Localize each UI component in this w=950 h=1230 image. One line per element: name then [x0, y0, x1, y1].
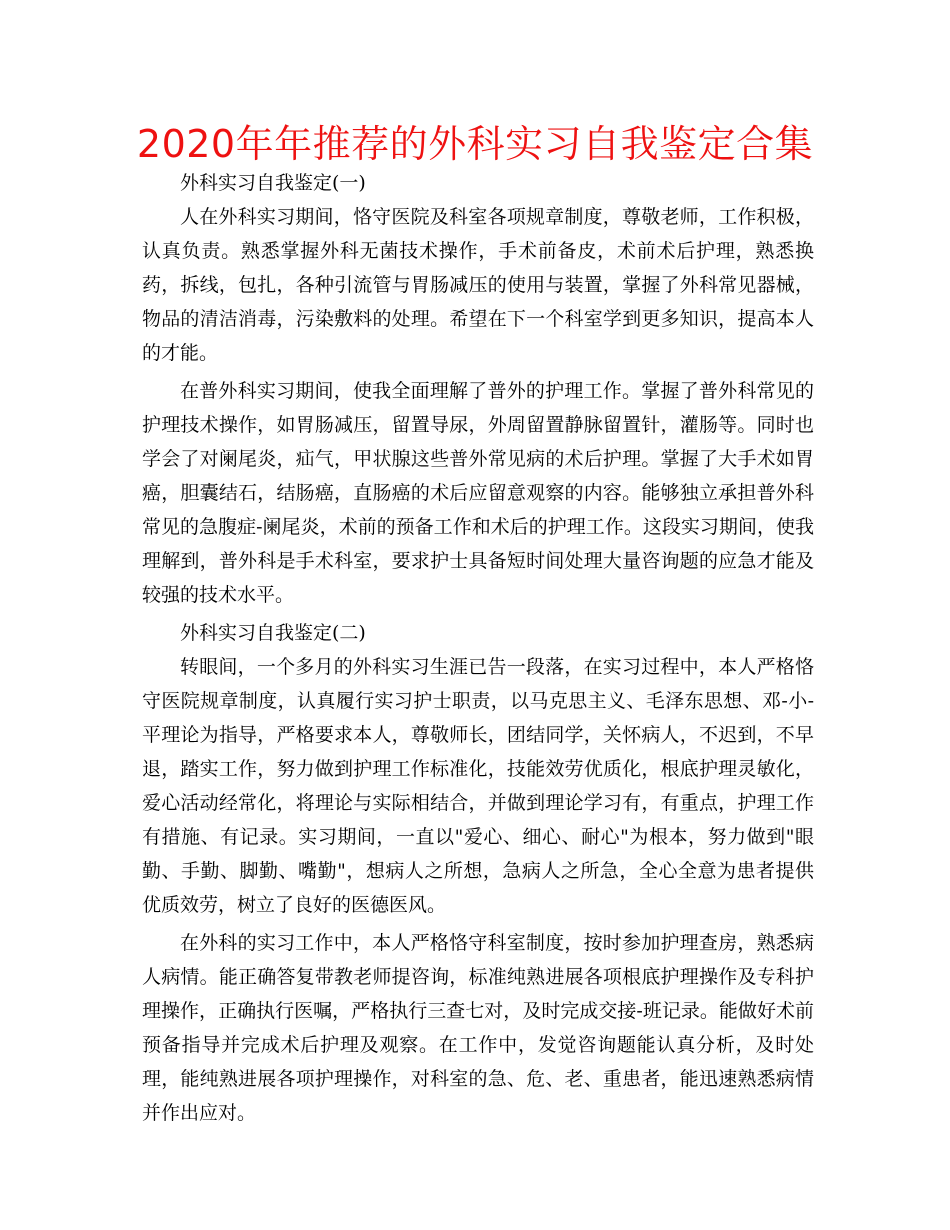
section-heading-2: 外科实习自我鉴定(二) — [180, 622, 366, 644]
section-2-paragraph-2: 在外科的实习工作中，本人严格恪守科室制度，按时参加护理查房，熟悉病人病情。能正确答复带教老师提咨询，标准纯熟进展各项根底护理操作及专科护理操作，正确执行医嘱，严格执行三查七对，及时完成交接-班记录。能做好术前预备指导并完成术后护理及观察。在工作中，发觉咨询题能认真分析，及时处理，能纯熟进展各项护理操作，对科室的急、危、老、重患者，能迅速熟悉病情并作出应对。 — [142, 932, 814, 1124]
section-1-paragraph-1: 人在外科实习期间，恪守医院及科室各项规章制度，尊敬老师，工作积极，认真负责。熟悉掌握外科无菌技术操作，手术前备皮，术前术后护理，熟悉换药，拆线，包扎，各种引流管与胃肠减压的使用与装置，掌握了外科常见器械，物品的清洁消毒，污染敷料的处理。希望在下一个科室学到更多知识，提高本人的才能。 — [142, 206, 814, 364]
section-2-paragraph-1: 转眼间，一个多月的外科实习生涯已告一段落，在实习过程中，本人严格恪守医院规章制度，认真履行实习护士职责，以马克思主义、毛泽东思想、邓-小-平理论为指导，严格要求本人，尊敬师长，团结同学，关怀病人，不迟到，不早退，踏实工作，努力做到护理工作标准化，技能效劳优质化，根底护理灵敏化，爱心活动经常化，将理论与实际相结合，并做到理论学习有，有重点，护理工作有措施、有记录。实习期间，一直以"爱心、细心、耐心"为根本，努力做到"眼勤、手勤、脚勤、嘴勤"，想病人之所想，急病人之所急，全心全意为患者提供优质效劳，树立了良好的医德医风。 — [142, 656, 814, 916]
section-1-paragraph-2: 在普外科实习期间，使我全面理解了普外的护理工作。掌握了普外科常见的护理技术操作，如胃肠减压，留置导尿，外周留置静脉留置针，灌肠等。同时也学会了对阑尾炎，疝气，甲状腺这些普外常见病的术后护理。掌握了大手术如胃癌，胆囊结石，结肠癌，直肠癌的术后应留意观察的内容。能够独立承担普外科常见的急腹症-阑尾炎，术前的预备工作和术后的护理工作。这段实习期间，使我理解到，普外科是手术科室，要求护士具备短时间处理大量咨询题的应急才能及较强的技术水平。 — [142, 380, 814, 606]
document-title: 2020年年推荐的外科实习自我鉴定合集 — [136, 122, 814, 166]
section-heading-1: 外科实习自我鉴定(一) — [180, 172, 366, 194]
document-body — [142, 166, 814, 1130]
